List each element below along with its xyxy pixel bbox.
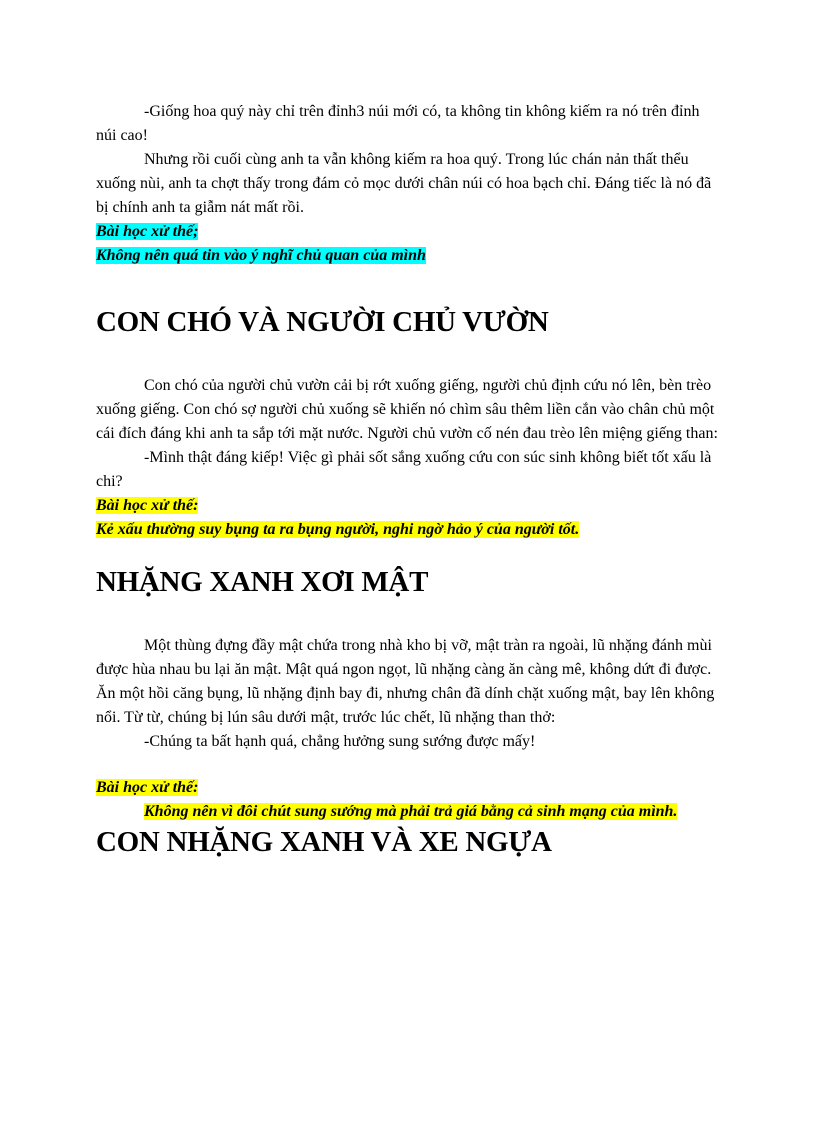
story2-lesson [96, 518, 718, 542]
story1-lesson-text: Không nên quá tin vào ý nghĩ chủ quan của mình [96, 247, 426, 264]
story2-paragraph-1: Con chó của người chủ vườn cải bị rớt xuống giếng, người chủ định cứu nó lên, bèn trèo xuống giếng. Con chó sợ người chủ xuống sẽ khiến nó chìm sâu thêm liền cắn vào chân chủ một cái đích đáng khi anh ta sắp tới mặt nước. Người chủ vườn cố nén đau trèo lên miệng giếng than: [96, 377, 718, 442]
story1-paragraph-1: -Giống hoa quý này chỉ trên đỉnh3 núi mới có, ta không tin không kiếm ra nó trên đỉnh núi cao! [96, 103, 700, 144]
story1-lesson [96, 244, 718, 268]
story2-lesson-label [96, 494, 718, 518]
story3-paragraph-1: Một thùng đựng đầy mật chứa trong nhà kho bị vỡ, mật tràn ra ngoài, lũ nhặng đánh mùi được hùa nhau bu lại ăn mật. Mật quá ngon ngọt, lũ nhặng càng ăn càng mê, không dứt đi được. Ăn một hồi căng bụng, lũ nhặng định bay đi, nhưng chân đã dính chặt xuống mật, bay lên không nổi. Từ từ, chúng bị lún sâu dưới mật, trước lúc chết, lũ nhặng than thở: [96, 637, 715, 726]
story4-title: CON NHẶNG XANH VÀ XE NGỰA [96, 826, 552, 858]
document-page [96, 100, 718, 860]
story1-paragraph-2: Nhưng rồi cuối cùng anh ta vẫn không kiếm ra hoa quý. Trong lúc chán nản thất thểu xuống nùi, anh ta chợt thấy trong đám cỏ mọc dưới chân núi có hoa bạch chỉ. Đáng tiếc là nó đã bị chính anh ta giẫm nát mất rồi. [96, 151, 712, 216]
story2-title: CON CHÓ VÀ NGƯỜI CHỦ VƯỜN [96, 306, 549, 338]
story3-title: NHẶNG XANH XƠI MẬT [96, 566, 429, 598]
story3-lesson-text: Không nên vì đôi chút sung sướng mà phải trả giá bằng cả sinh mạng của mình. [144, 803, 678, 820]
story3-lesson [96, 800, 718, 824]
story2-lesson-text: Kẻ xấu thường suy bụng ta ra bụng người, nghi ngờ hảo ý của người tốt. [96, 521, 580, 538]
story2-lesson-label-text: Bài học xử thế: [96, 497, 199, 514]
story3-paragraph-2: -Chúng ta bất hạnh quá, chẳng hưởng sung sướng được mấy! [144, 733, 536, 750]
story3-lesson-label-text: Bài học xử thế: [96, 779, 199, 796]
story3-lesson-label [96, 776, 718, 800]
story2-paragraph-2: -Mình thật đáng kiếp! Việc gì phải sốt sắng xuống cứu con súc sinh không biết tốt xấu là chi? [96, 449, 712, 490]
story1-lesson-label-text: Bài học xử thế; [96, 223, 199, 240]
story1-lesson-label [96, 220, 718, 244]
